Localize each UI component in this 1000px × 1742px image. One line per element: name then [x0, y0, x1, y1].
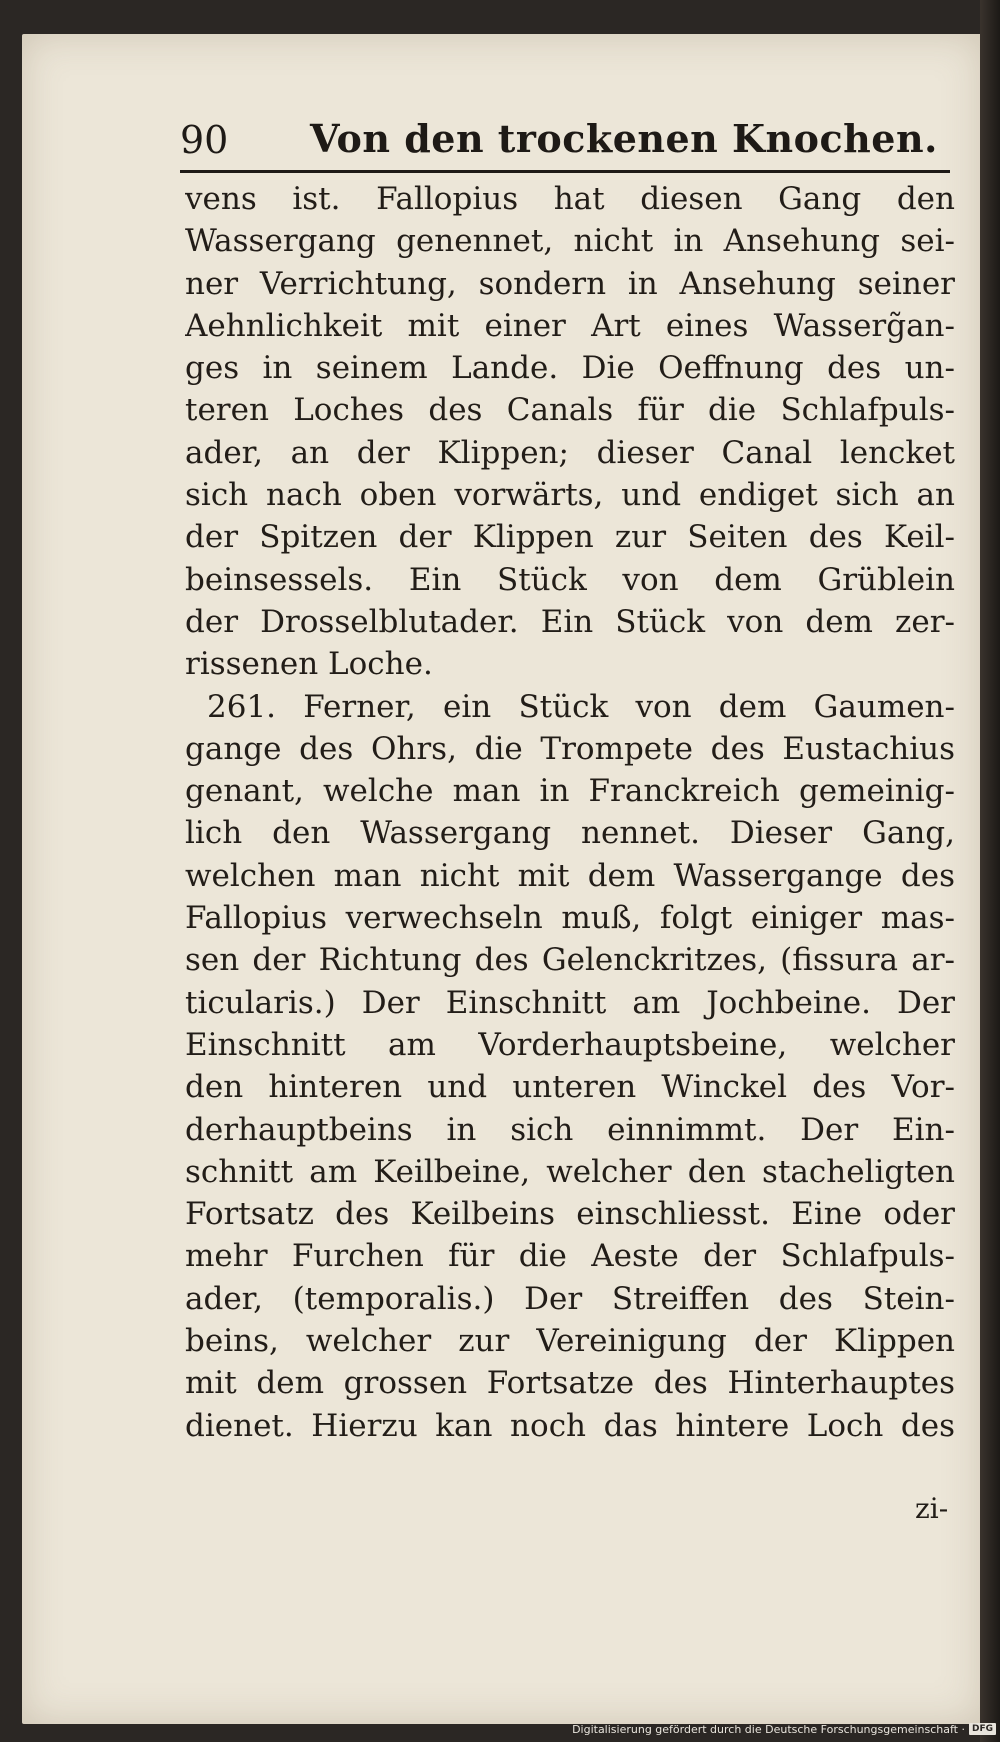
text-line: vens ist. Fallopius hat diesen Gang den — [185, 181, 955, 217]
funding-credit: Digitalisierung gefördert durch die Deutsche Forschungsgemeinschaft · — [572, 1722, 965, 1736]
text-line: beins, welcher zur Vereinigung der Klippen — [185, 1323, 955, 1360]
text-line: schnitt am Keilbeine, welcher den stacheligten — [185, 1153, 955, 1190]
text-line: der Spitzen der Klippen zur Seiten des Keil- — [185, 519, 955, 556]
book-edge — [980, 0, 1000, 1742]
text-line: sich nach oben vorwärts, und endiget sich an — [185, 477, 955, 514]
text-line: der Drosselblutader. Ein Stück von dem zer- — [185, 603, 955, 640]
paragraph-start-line: 261. Ferner, ein Stück von dem Gaumen- — [207, 688, 955, 725]
text-line: Wassergang genennet, nicht in Ansehung sei- — [185, 223, 955, 260]
text-line: dienet. Hierzu kan noch das hintere Loch des — [185, 1407, 955, 1444]
text-line: rissenen Loche. — [185, 646, 433, 683]
text-line: Einschnitt am Vorderhauptsbeine, welcher — [185, 1026, 955, 1063]
text-line: mit dem grossen Fortsatze des Hinterhauptes — [185, 1365, 955, 1402]
text-line: ner Verrichtung, sondern in Ansehung seiner — [185, 265, 955, 302]
dfg-logo: DFG — [969, 1723, 996, 1735]
text-line: mehr Furchen für die Aeste der Schlafpuls- — [185, 1238, 955, 1275]
text-line: derhauptbeins in sich einnimmt. Der Ein- — [185, 1111, 955, 1148]
text-line: Fallopius verwechseln muß, folgt einiger mas- — [185, 900, 955, 937]
text-line: lich den Wassergang nennet. Dieser Gang, — [185, 815, 955, 852]
catchword: zi- — [915, 1492, 949, 1525]
text-line: beinsessels. Ein Stück von dem Grüblein — [185, 561, 955, 598]
text-line: ticularis.) Der Einschnitt am Jochbeine. Der — [185, 984, 955, 1021]
text-line: ader, an der Klippen; dieser Canal lencket — [185, 434, 955, 471]
text-line: genant, welche man in Franckreich gemeinig- — [185, 773, 955, 810]
body-text — [185, 178, 955, 1447]
digitization-footer — [572, 1720, 996, 1738]
text-line: sen der Richtung des Gelenckritzes, (fissura ar- — [185, 942, 955, 979]
page-header — [180, 110, 950, 173]
text-line: ges in seinem Lande. Die Oeffnung des un- — [185, 350, 955, 387]
text-line: teren Loches des Canals für die Schlafpuls- — [185, 392, 955, 429]
running-head: Von den trockenen Knochen. — [310, 116, 938, 161]
text-line: gange des Ohrs, die Trompete des Eustachius — [185, 730, 955, 767]
text-line: den hinteren und unteren Winckel des Vor- — [185, 1069, 955, 1106]
text-line: Aehnlichkeit mit einer Art eines Wasserg̃an- — [185, 307, 955, 344]
page-number: 90 — [180, 118, 229, 162]
text-line: ader, (temporalis.) Der Streiffen des Stein- — [185, 1280, 955, 1317]
text-line: welchen man nicht mit dem Wassergange des — [185, 857, 955, 894]
text-line: Fortsatz des Keilbeins einschliesst. Eine oder — [185, 1196, 955, 1233]
